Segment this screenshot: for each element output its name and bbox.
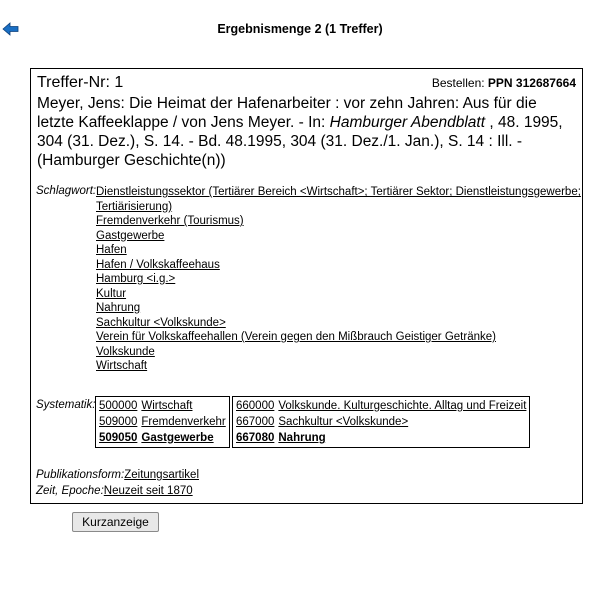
systematik-row — [235, 431, 527, 445]
publikationsform-label: Publikationsform: — [36, 469, 125, 481]
title-source: Hamburger Abendblatt — [329, 114, 486, 131]
systematik-row — [98, 415, 227, 429]
systematik-text-link[interactable]: Sachkultur <Volkskunde> — [278, 416, 409, 428]
systematik-text-link[interactable]: Volkskunde. Kulturgeschichte. Alltag und Freizeit — [278, 400, 527, 412]
systematik-code-link[interactable]: 660000 — [236, 400, 275, 412]
schlagwort-link[interactable]: Verein für Volkskaffeehallen (Verein gegen den Mißbrauch Geistiger Getränke) — [96, 331, 496, 343]
schlagwort-link[interactable]: Kultur — [96, 287, 127, 300]
kurzanzeige-button[interactable]: Kurzanzeige — [72, 512, 159, 532]
schlagwort-label: Schlagwort: — [36, 185, 97, 197]
systematik-row — [235, 399, 527, 413]
zeit-epoche-label: Zeit, Epoche: — [36, 485, 104, 497]
zeit-epoche-row — [36, 485, 193, 497]
zeit-epoche-link[interactable]: Neuzeit seit 1870 — [103, 485, 193, 497]
systematik-code-link[interactable]: 509050 — [99, 432, 138, 444]
page-title: Ergebnismenge 2 (1 Treffer) — [217, 22, 383, 36]
systematik-label: Systematik: — [36, 399, 96, 411]
systematik-code-link[interactable]: 667080 — [236, 432, 275, 444]
systematik-row — [98, 431, 227, 445]
schlagwort-link[interactable]: Volkskunde — [96, 345, 155, 358]
schlagwort-link[interactable]: Nahrung — [96, 302, 141, 314]
schlagwort-link[interactable]: Gastgewerbe — [96, 229, 165, 242]
record-box — [30, 68, 583, 504]
schlagwort-link[interactable]: Sachkultur <Volkskunde> — [96, 316, 226, 329]
systematik-code-link[interactable]: 667000 — [236, 416, 275, 428]
schlagwort-link[interactable]: Hafen / Volkskaffeehaus — [96, 258, 220, 271]
systematik-text-link[interactable]: Gastgewerbe — [141, 432, 214, 444]
systematik-text-link[interactable]: Wirtschaft — [141, 400, 193, 412]
systematik-text-link[interactable]: Fremdenverkehr — [141, 416, 226, 428]
systematik-code-link[interactable]: 500000 — [99, 400, 138, 412]
systematik-table-left — [95, 396, 230, 448]
title-statement — [37, 94, 577, 170]
title-part-1: Meyer, Jens: Die Heimat der Hafenarbeiter : vor zehn Jahren: Aus für die letzte Kaffeeklappe / von Jens Meyer. - In: — [37, 95, 537, 131]
treffer-number: Treffer-Nr: 1 — [37, 74, 124, 91]
schlagwort-list — [96, 214, 496, 374]
ppn-value: PPN 312687664 — [487, 76, 576, 90]
schlagwort-link[interactable]: Hamburg <i.g.> — [96, 273, 176, 285]
schlagwort-link[interactable]: Dienstleistungssektor (Tertiärer Bereich <Wirtschaft>; Tertiärer Sektor; Dienstleistungsgewerbe; Tertiärisierung) — [96, 186, 581, 213]
title-part-2: , 48. 1995, 304 (31. Dez.), S. 14. - Bd. 48.1995, 304 (31. Dez./1. Jan.), S. 14 : Ill. - (Hamburger Geschichte(n)) — [37, 114, 563, 169]
publikationsform-row — [36, 469, 199, 481]
bestellen-info — [432, 76, 576, 90]
systematik-text-link[interactable]: Nahrung — [278, 432, 326, 444]
publikationsform-link[interactable]: Zeitungsartikel — [124, 469, 200, 481]
schlagwort-link[interactable]: Fremdenverkehr (Tourismus) — [96, 215, 244, 227]
systematik-table-right — [232, 396, 530, 448]
schlagwort-link[interactable]: Wirtschaft — [96, 360, 148, 372]
systematik-code-link[interactable]: 509000 — [99, 416, 138, 428]
schlagwort-link[interactable]: Hafen — [96, 244, 127, 256]
bestellen-label: Bestellen: — [431, 76, 485, 90]
systematik-row — [235, 415, 527, 429]
record-header — [37, 74, 576, 92]
systematik-row — [98, 399, 227, 413]
